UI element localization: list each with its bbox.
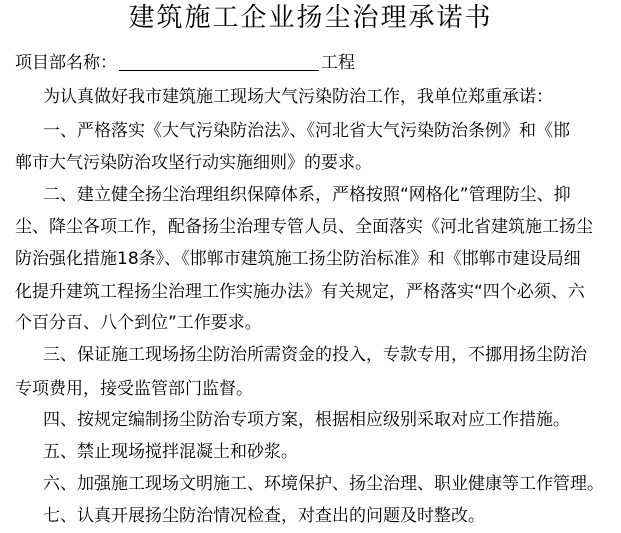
project-name-label: 项目部名称： [15, 53, 117, 73]
item-2-line-2: 尘、降尘各项工作，配备扬尘治理专管人员、全面落实《河北省建筑施工扬尘 [15, 217, 593, 237]
item-1-line-1: 一、严格落实《大气污染防治法》、《河北省大气污染防治条例》和《邯 [43, 121, 570, 141]
project-name-field[interactable] [119, 52, 319, 71]
project-name-row [15, 52, 355, 74]
item-6: 六、加强施工现场文明施工、环境保护、扬尘治理、职业健康等工作管理。 [43, 474, 604, 494]
item-2-line-3: 防治强化措施18条》、《邯郸市建筑施工扬尘防治标准》和《邯郸市建设局细 [15, 249, 581, 269]
item-4: 四、按规定编制扬尘防治专项方案，根据相应级别采取对应工作措施。 [43, 410, 570, 430]
item-2-line-5: 个百分百、八个到位”工作要求。 [15, 313, 262, 333]
project-name-suffix: 工程 [321, 53, 355, 73]
item-2-line-4: 化提升建筑工程扬尘治理工作实施办法》有关规定，严格落实“四个必须、六 [15, 282, 585, 302]
item-3-line-1: 三、保证施工现场扬尘防治所需资金的投入，专款专用，不挪用扬尘防治 [43, 345, 587, 365]
document-title: 建筑施工企业扬尘治理承诺书 [128, 3, 493, 33]
item-5: 五、禁止现场搅拌混凝土和砂浆。 [43, 442, 298, 462]
intro-paragraph: 为认真做好我市建筑施工现场大气污染防治工作，我单位郑重承诺： [43, 87, 553, 107]
item-1-line-2: 郸市大气污染防治攻坚行动实施细则》的要求。 [15, 153, 372, 173]
item-7: 七、认真开展扬尘防治情况检查，对查出的问题及时整改。 [43, 506, 485, 526]
item-2-line-1: 二、建立健全扬尘治理组织保障体系，严格按照“网格化”管理防尘、抑 [43, 185, 571, 205]
item-3-line-2: 专项费用，接受监管部门监督。 [15, 379, 253, 399]
